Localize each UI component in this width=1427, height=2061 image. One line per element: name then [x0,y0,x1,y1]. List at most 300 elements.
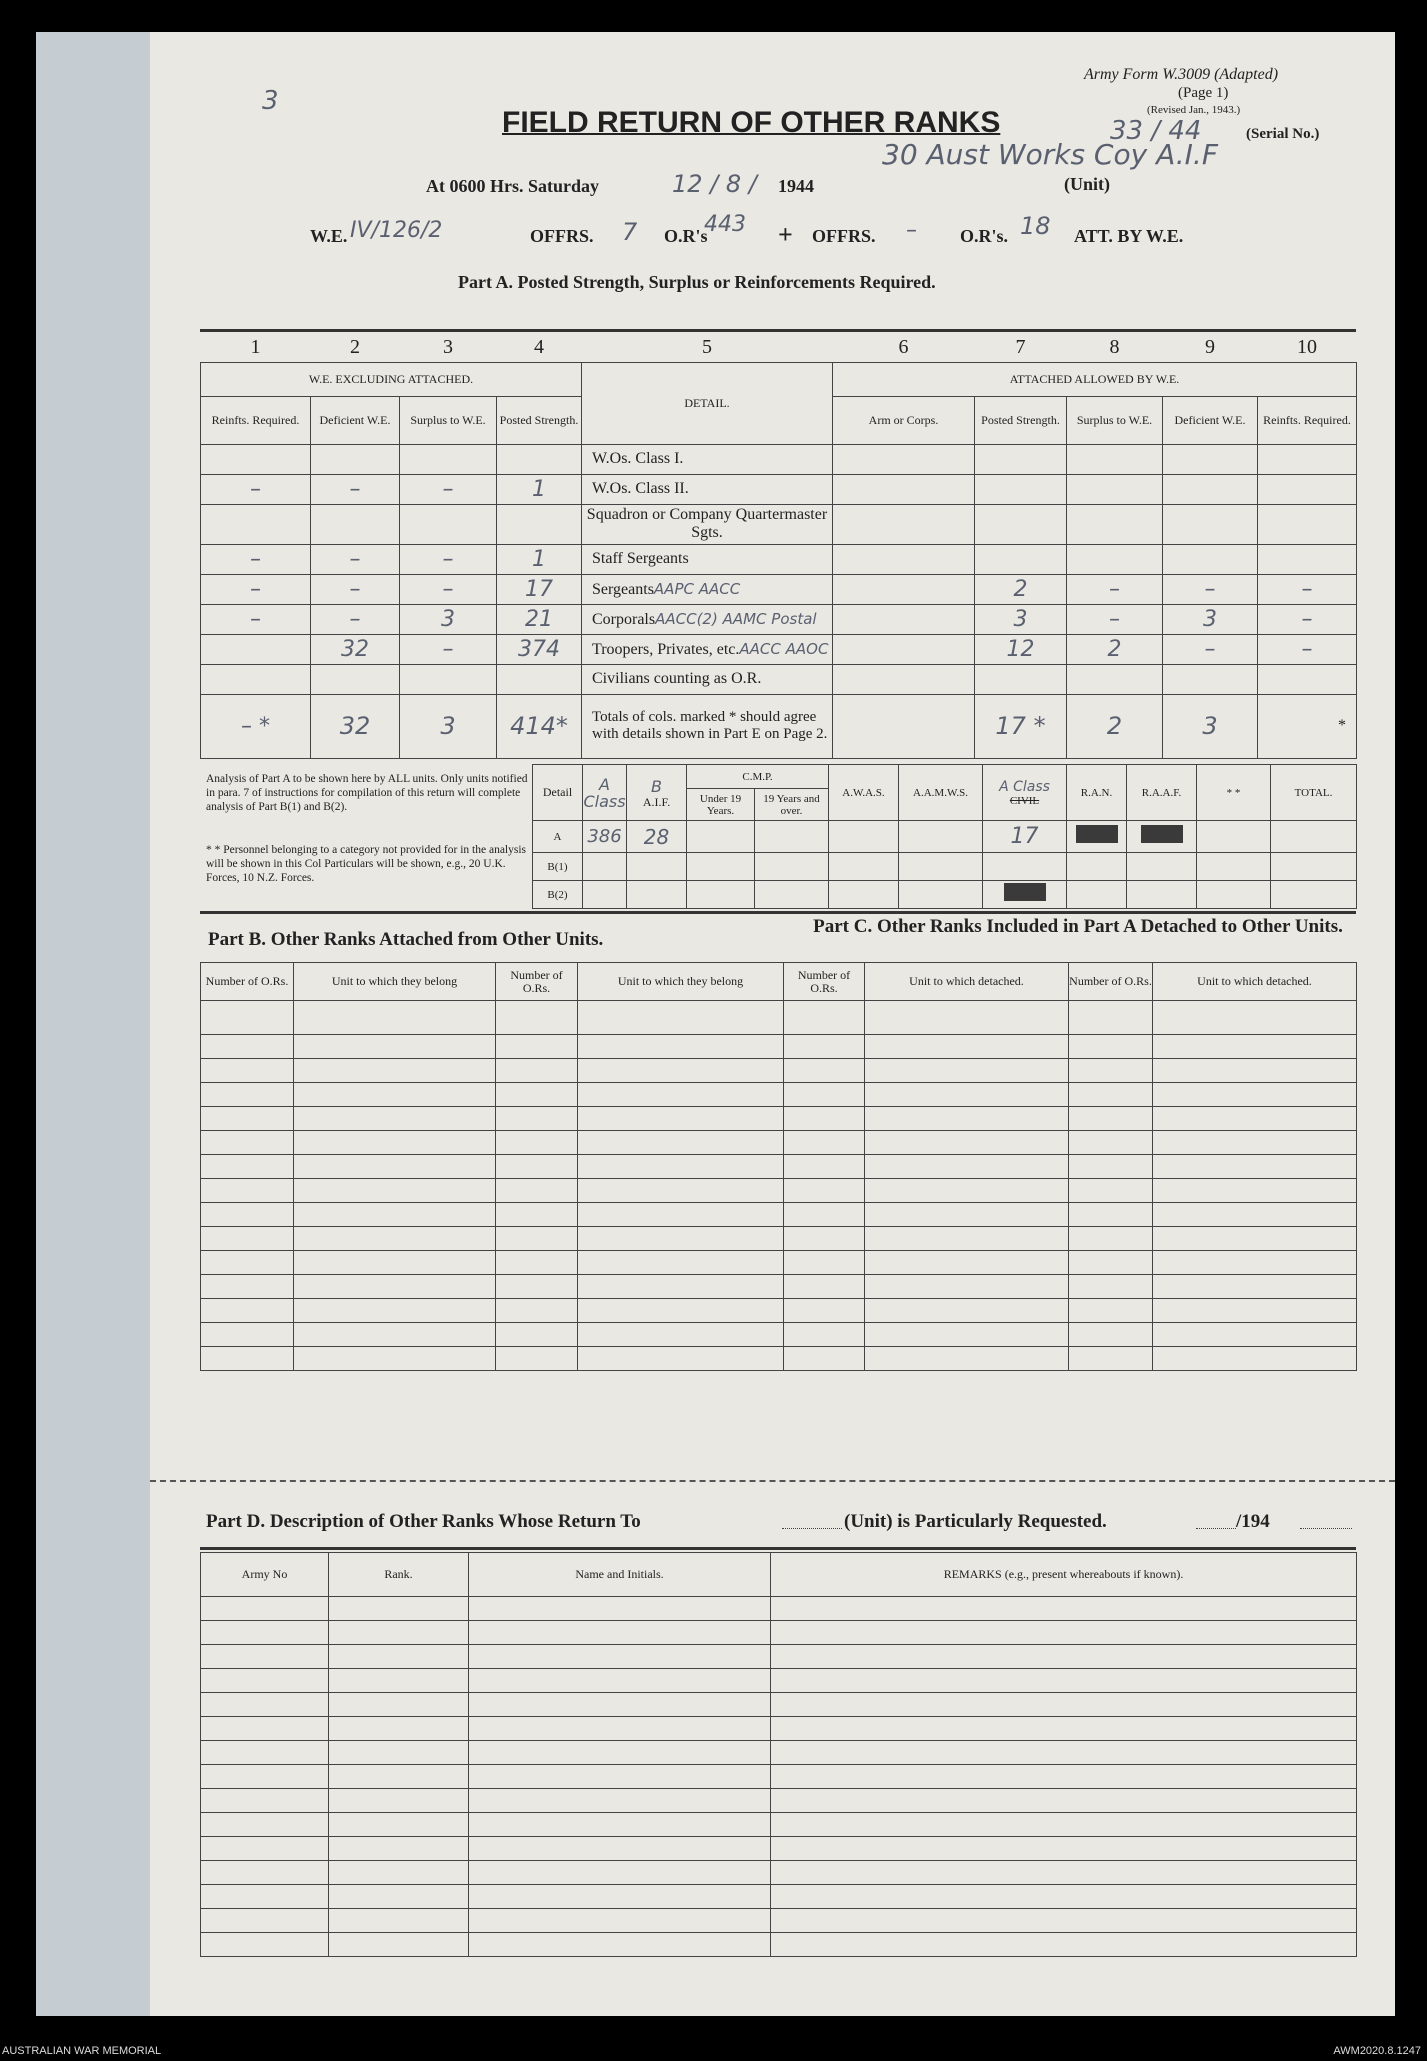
part-bc-cell [201,1323,294,1347]
part-d-cell [201,1933,329,1957]
page-number: (Page 1) [1178,85,1229,101]
part-d-cell [201,1597,329,1621]
part-a-cell-c10: – [1258,634,1357,664]
part-a-cell-c10: – [1258,574,1357,604]
part-bc-cell [1153,1347,1357,1371]
part-b-header: Number of O.Rs. [201,963,294,1001]
part-bc-cell [1069,1227,1153,1251]
part-d-row [201,1717,1357,1741]
part-a-detail [582,444,833,474]
part-a-cell-c4: 374 [497,634,582,664]
part-a-cell-c10 [1258,474,1357,504]
detail-label: W.Os. Class I. [592,450,684,467]
raaf-header: R.A.A.F. [1127,765,1197,821]
serial-label: (Serial No.) [1246,126,1320,142]
part-bc-cell [1069,1001,1153,1035]
part-c-header: Unit to which detached. [865,963,1069,1001]
part-a-cell-c7: 3 [975,604,1067,634]
part-d-cell [469,1837,771,1861]
part-d-cell [771,1741,1357,1765]
part-bc-cell [578,1131,784,1155]
detail-label: Staff Sergeants [592,550,689,567]
part-bc-cell [578,1155,784,1179]
part-bc-cell [1153,1203,1357,1227]
part-a-row [201,604,1357,634]
part-bc-cell [1069,1347,1153,1371]
part-a-cell-c7 [975,664,1067,694]
part-b-header: Unit to which they belong [294,963,496,1001]
part-bc-cell [784,1275,865,1299]
part-bc-cell [784,1107,865,1131]
part-a-cell-c3 [400,664,497,694]
part-a-detail [582,544,833,574]
we-number: IV/126/2 [350,218,443,243]
part-a-cell-c8 [1067,504,1163,544]
row-a-aif: 28 [627,821,687,853]
part-a-cell-c3: – [400,474,497,504]
part-bc-cell [496,1059,578,1083]
part-bc-cell [1069,1299,1153,1323]
part-bc-cell [784,1179,865,1203]
part-a-cell-c6 [833,634,975,664]
part-bc-cell [1069,1035,1153,1059]
part-d-date-blank-2 [1300,1528,1352,1529]
total-c6 [833,694,975,758]
part-d-cell [201,1837,329,1861]
part-a-cell-c6 [833,544,975,574]
awas-header: A.W.A.S. [829,765,899,821]
part-d-row [201,1741,1357,1765]
part-a-cell-c3: 3 [400,604,497,634]
side-strip [36,32,154,2016]
part-d-cell [771,1861,1357,1885]
part-c-title: Part C. Other Ranks Included in Part A Detached to Other Units. [813,916,1343,937]
part-a-cell-c9: – [1163,634,1258,664]
total-c8: 2 [1067,694,1163,758]
part-a-cell-c2 [311,664,400,694]
part-a-row [201,544,1357,574]
part-a-detail [582,574,833,604]
part-a-detail [582,504,833,544]
part-d-cell [329,1741,469,1765]
part-d-cell [469,1789,771,1813]
part-a-cell-c7 [975,544,1067,574]
part-bc-cell [784,1059,865,1083]
part-d-cell [771,1813,1357,1837]
part-bc-cell [201,1059,294,1083]
part-bc-cell [784,1203,865,1227]
part-bc-cell [496,1131,578,1155]
col-number: 6 [898,336,909,359]
part-a-cell-c10 [1258,664,1357,694]
part-bc-cell [865,1203,1069,1227]
part-a-row [201,634,1357,664]
part-d-cell [469,1717,771,1741]
col-header: Reinfts. Required. [1258,396,1357,444]
part-bc-cell [1153,1323,1357,1347]
part-a-cell-c2 [311,444,400,474]
part-d-row [201,1885,1357,1909]
part-a-cell-c6 [833,474,975,504]
part-d-cell [201,1861,329,1885]
part-d-cell [329,1909,469,1933]
part-a-cell-c9 [1163,504,1258,544]
part-bc-cell [865,1001,1069,1035]
part-bc-cell [865,1083,1069,1107]
part-bc-cell [1069,1059,1153,1083]
part-bc-cell [201,1275,294,1299]
serial-number: 33 / 44 [1110,116,1202,146]
total-c7: 17 * [975,694,1067,758]
col-number: 5 [702,336,712,359]
part-bc-cell [578,1059,784,1083]
part-d-cell [771,1933,1357,1957]
part-bc-cell [578,1275,784,1299]
part-bc-cell [1069,1155,1153,1179]
part-bc-cell [1069,1179,1153,1203]
part-d-cell [469,1861,771,1885]
total-c1: – * [201,694,311,758]
part-c-header: Number of O.Rs. [1069,963,1153,1001]
part-bc-cell [201,1179,294,1203]
part-d-cell [201,1693,329,1717]
part-d-cell [329,1861,469,1885]
part-a-cell-c8 [1067,474,1163,504]
part-a-cell-c8: – [1067,604,1163,634]
analysis-row-a: A [533,821,583,853]
aif-label: A.I.F. [642,794,671,809]
part-bc-cell [784,1299,865,1323]
col-number: 7 [1015,336,1026,359]
part-a-cell-c4: 1 [497,474,582,504]
part-bc-cell [784,1227,865,1251]
part-bc-cell [1153,1131,1357,1155]
civil-redaction [983,881,1067,909]
part-bc-cell [1069,1083,1153,1107]
part-bc-cell [496,1299,578,1323]
part-d-header: Army No [201,1553,329,1597]
part-a-top-rule [200,329,1356,332]
corner-mark: 3 [262,86,279,116]
part-a-cell-c2 [311,504,400,544]
unit-name: 30 Aust Works Coy A.I.F [882,138,1218,171]
part-bc-cell [201,1347,294,1371]
part-bc-cell [1069,1131,1153,1155]
part-d-cell [329,1717,469,1741]
part-bc-row [201,1275,1357,1299]
part-d-cell [201,1621,329,1645]
we-group-header: W.E. EXCLUDING ATTACHED. [201,362,582,396]
ors-value: 443 [704,212,746,237]
part-bc-cell [496,1251,578,1275]
part-bc-cell [1153,1299,1357,1323]
part-a-cell-c4 [497,664,582,694]
ran-header: R.A.N. [1067,765,1127,821]
part-bc-cell [865,1107,1069,1131]
part-a-row [201,574,1357,604]
part-d-row [201,1669,1357,1693]
part-a-cell-c3: – [400,634,497,664]
part-bc-cell [578,1203,784,1227]
analysis-detail-header: Detail [533,765,583,821]
detail-label: Sergeants [592,580,654,598]
part-bc-row [201,1299,1357,1323]
part-a-title: Part A. Posted Strength, Surplus or Reinforcements Required. [458,272,936,292]
part-d-cell [771,1765,1357,1789]
col-header: Posted Strength. [497,396,582,444]
part-d-cell [329,1885,469,1909]
row-a-civil: 17 [983,821,1067,853]
we-label: W.E. [310,226,348,246]
part-bc-cell [496,1001,578,1035]
part-a-cell-c2: – [311,604,400,634]
part-d-title-2: (Unit) is Particularly Requested. [844,1511,1107,1532]
part-d-cell [201,1765,329,1789]
part-d-row [201,1765,1357,1789]
part-d-cell [329,1621,469,1645]
col-number: 2 [350,336,360,359]
part-bc-cell [1153,1179,1357,1203]
part-d-cell [329,1669,469,1693]
class-a-header: A Class [583,765,627,821]
part-bc-row [201,1107,1357,1131]
part-bc-cell [578,1251,784,1275]
part-bc-cell [1153,1251,1357,1275]
part-a-cell-c3 [400,504,497,544]
part-a-cell-c10 [1258,504,1357,544]
return-date: 12 / 8 / [672,170,757,198]
part-bc-cell [784,1347,865,1371]
part-bc-cell [496,1155,578,1179]
part-bc-cell [865,1179,1069,1203]
part-d-cell [771,1789,1357,1813]
part-a-cell-c1 [201,664,311,694]
analysis-row-b2: B(2) [533,881,583,909]
part-d-cell [329,1789,469,1813]
part-d-cell [329,1837,469,1861]
part-a-cell-c1: – [201,544,311,574]
part-d-cell [771,1837,1357,1861]
part-a-cell-c2: – [311,544,400,574]
part-b-header: Unit to which they belong [578,963,784,1001]
part-d-cell [329,1597,469,1621]
time-label: At 0600 Hrs. Saturday [426,176,600,196]
part-a-cell-c7: 2 [975,574,1067,604]
part-bc-cell [496,1203,578,1227]
part-bc-row [201,1251,1357,1275]
footer-right: AWM2020.8.1247 [1333,2045,1421,2057]
part-bc-cell [294,1131,496,1155]
part-bc-cell [578,1001,784,1035]
part-bc-cell [294,1299,496,1323]
part-d-cell [201,1669,329,1693]
revised-note: (Revised Jan., 1943.) [1147,104,1241,116]
part-d-row [201,1621,1357,1645]
part-a-cell-c1: – [201,604,311,634]
part-bc-cell [865,1131,1069,1155]
analysis-table [532,764,1357,909]
part-bc-row [201,1203,1357,1227]
part-a-cell-c10: – [1258,604,1357,634]
att-label: ATT. BY W.E. [1074,226,1184,246]
part-a-cell-c1: – [201,474,311,504]
part-bc-cell [784,1083,865,1107]
part-a-cell-c7 [975,474,1067,504]
part-bc-cell [1069,1323,1153,1347]
part-bc-cell [496,1179,578,1203]
part-a-cell-c6 [833,444,975,474]
part-bc-cell [1153,1035,1357,1059]
part-d-cell [469,1933,771,1957]
part-bc-row [201,1001,1357,1035]
part-bc-cell [578,1035,784,1059]
part-a-row [201,664,1357,694]
part-d-table [200,1552,1357,1957]
part-d-cell [771,1885,1357,1909]
part-a-cell-c6 [833,504,975,544]
part-d-cell [771,1909,1357,1933]
part-bc-cell [496,1083,578,1107]
part-a-cell-c9 [1163,444,1258,474]
part-d-row [201,1933,1357,1957]
aif-mark: B [651,776,662,796]
part-a-cell-c9: 3 [1163,604,1258,634]
part-a-cell-c7: 12 [975,634,1067,664]
part-bc-cell [578,1107,784,1131]
part-a-cell-c2: – [311,474,400,504]
part-bc-cell [784,1323,865,1347]
part-a-cell-c10 [1258,444,1357,474]
part-a-cell-c8: 2 [1067,634,1163,664]
part-a-cell-c6 [833,574,975,604]
part-d-cell [771,1645,1357,1669]
part-bc-cell [865,1275,1069,1299]
part-a-cell-c9 [1163,544,1258,574]
plus-sign: + [778,220,793,249]
part-bc-cell [294,1001,496,1035]
part-a-cell-c4: 17 [497,574,582,604]
cut-line [150,1480,1395,1482]
aif-header [627,765,687,821]
part-bc-cell [784,1155,865,1179]
col-number: 8 [1109,336,1120,359]
part-bc-cell [1069,1275,1153,1299]
part-bc-cell [496,1035,578,1059]
col-header: Deficient W.E. [311,396,400,444]
part-bc-cell [201,1131,294,1155]
part-bc-cell [578,1323,784,1347]
part-bc-cell [201,1107,294,1131]
part-c-header: Unit to which detached. [1153,963,1357,1001]
analysis-note-2: * * Personnel belonging to a category not provided for in the analysis will be shown in this Col Particulars will be shown, e.g., 20 U.K. Forces, 10 N.Z. Forces. [206,844,527,884]
part-bc-cell [1153,1059,1357,1083]
raaf-redaction [1127,821,1197,853]
part-bc-table [200,962,1357,1371]
unit-label: (Unit) [1064,174,1110,194]
part-d-row [201,1837,1357,1861]
offrs2-value: – [906,218,917,243]
part-a-cell-c1 [201,444,311,474]
part-a-table [200,334,1357,759]
detail-label: Squadron or Company Quartermaster Sgts. [586,506,828,541]
civil-mark: A Class [999,778,1050,795]
civil-label: CIVIL [1009,794,1040,807]
footer-left: AUSTRALIAN WAR MEMORIAL [2,2045,162,2057]
part-bc-cell [294,1347,496,1371]
col-number: 9 [1205,336,1215,359]
part-d-cell [329,1645,469,1669]
col-number: 3 [443,336,453,359]
part-bc-cell [201,1203,294,1227]
part-a-detail [582,634,833,664]
part-bc-cell [865,1059,1069,1083]
col-header: Arm or Corps. [833,396,975,444]
part-d-cell [329,1813,469,1837]
part-a-cell-c4: 1 [497,544,582,574]
totals-detail: Totals of cols. marked * should agree with details shown in Part E on Page 2. [582,694,833,758]
part-c-header: Number of O.Rs. [784,963,865,1001]
part-b-title: Part B. Other Ranks Attached from Other Units. [208,929,604,950]
part-bc-cell [294,1035,496,1059]
col-number: 4 [534,336,544,359]
part-bc-cell [1069,1251,1153,1275]
part-d-cell [469,1909,771,1933]
part-a-row [201,444,1357,474]
col-header: Surplus to W.E. [1067,396,1163,444]
part-bc-cell [865,1347,1069,1371]
part-bc-cell [294,1323,496,1347]
page-title: FIELD RETURN OF OTHER RANKS [502,106,1001,139]
ors2-value: 18 [1020,212,1051,240]
part-a-cell-c9: – [1163,574,1258,604]
aamws-header: A.A.M.W.S. [899,765,983,821]
part-bc-top-rule [200,911,1356,914]
part-a-cell-c10 [1258,544,1357,574]
part-bc-row [201,1179,1357,1203]
detail-label: Civilians counting as O.R. [592,670,762,687]
part-bc-cell [294,1083,496,1107]
part-bc-cell [294,1251,496,1275]
part-d-row [201,1813,1357,1837]
part-d-row [201,1597,1357,1621]
col-number: 1 [250,336,261,359]
part-b-header: Number of O.Rs. [496,963,578,1001]
part-a-cell-c7 [975,504,1067,544]
ors-label: O.R's [664,226,708,246]
total-header: TOTAL. [1271,765,1357,821]
part-bc-cell [496,1227,578,1251]
part-bc-row [201,1035,1357,1059]
part-d-header: Name and Initials. [469,1553,771,1597]
part-bc-cell [294,1203,496,1227]
part-bc-cell [865,1035,1069,1059]
cmp-header: C.M.P. [687,765,829,789]
row-a-class-a: 386 [583,821,627,853]
detail-header: DETAIL. [582,362,833,444]
part-a-cell-c2: – [311,574,400,604]
detail-handwritten: AAPC AACC [653,579,741,598]
part-bc-cell [294,1227,496,1251]
total-c3: 3 [400,694,497,758]
part-d-row [201,1693,1357,1717]
part-a-cell-c9 [1163,474,1258,504]
offrs-value: 7 [622,218,638,246]
part-bc-row [201,1131,1357,1155]
part-bc-cell [1153,1155,1357,1179]
part-bc-cell [578,1083,784,1107]
part-d-cell [771,1669,1357,1693]
part-d-cell [771,1717,1357,1741]
